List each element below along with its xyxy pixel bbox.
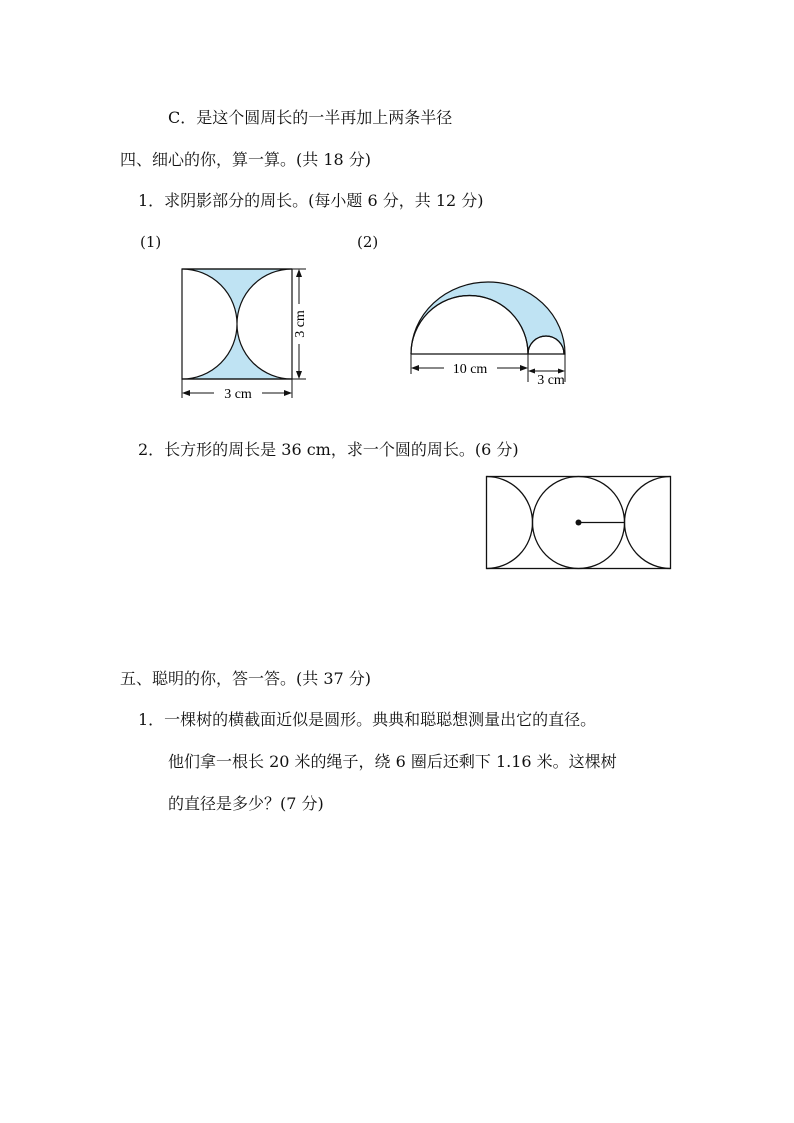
option-c: C．是这个圆周长的一半再加上两条半径 (168, 108, 453, 127)
figure-2-tag: (2) (357, 233, 379, 251)
question-5-1-line-3: 的直径是多少？(7 分) (168, 794, 324, 813)
figure-1-diagram (170, 262, 330, 407)
figure-2-diagram (400, 274, 590, 394)
section-5-title: 五、聪明的你，答一答。(共 37 分) (120, 669, 372, 688)
question-5-1-line-1: 1．一棵树的横截面近似是圆形。典典和聪聪想测量出它的直径。 (138, 710, 597, 729)
question-4-2: 2．长方形的周长是 36 cm，求一个圆的周长。(6 分) (138, 440, 519, 459)
question-5-1-line-2: 他们拿一根长 20 米的绳子，绕 6 圈后还剩下 1.16 米。这棵树 (168, 752, 617, 771)
figure-3-diagram (484, 474, 676, 574)
figure-3-center-dot (576, 520, 582, 526)
figure-2-big-label: 10 cm (452, 362, 488, 377)
figure-1-bottom-label: 3 cm (224, 387, 252, 402)
section-4-title: 四、细心的你，算一算。(共 18 分) (120, 150, 372, 169)
figure-1-tag: (1) (140, 233, 162, 251)
question-4-1: 1．求阴影部分的周长。(每小题 6 分，共 12 分) (138, 191, 484, 210)
figure-1-side-label: 3 cm (293, 310, 308, 338)
figure-2-small-label: 3 cm (537, 373, 565, 388)
figure-2-shaded-region (411, 282, 565, 354)
figure-1-shaded-region (182, 269, 292, 379)
